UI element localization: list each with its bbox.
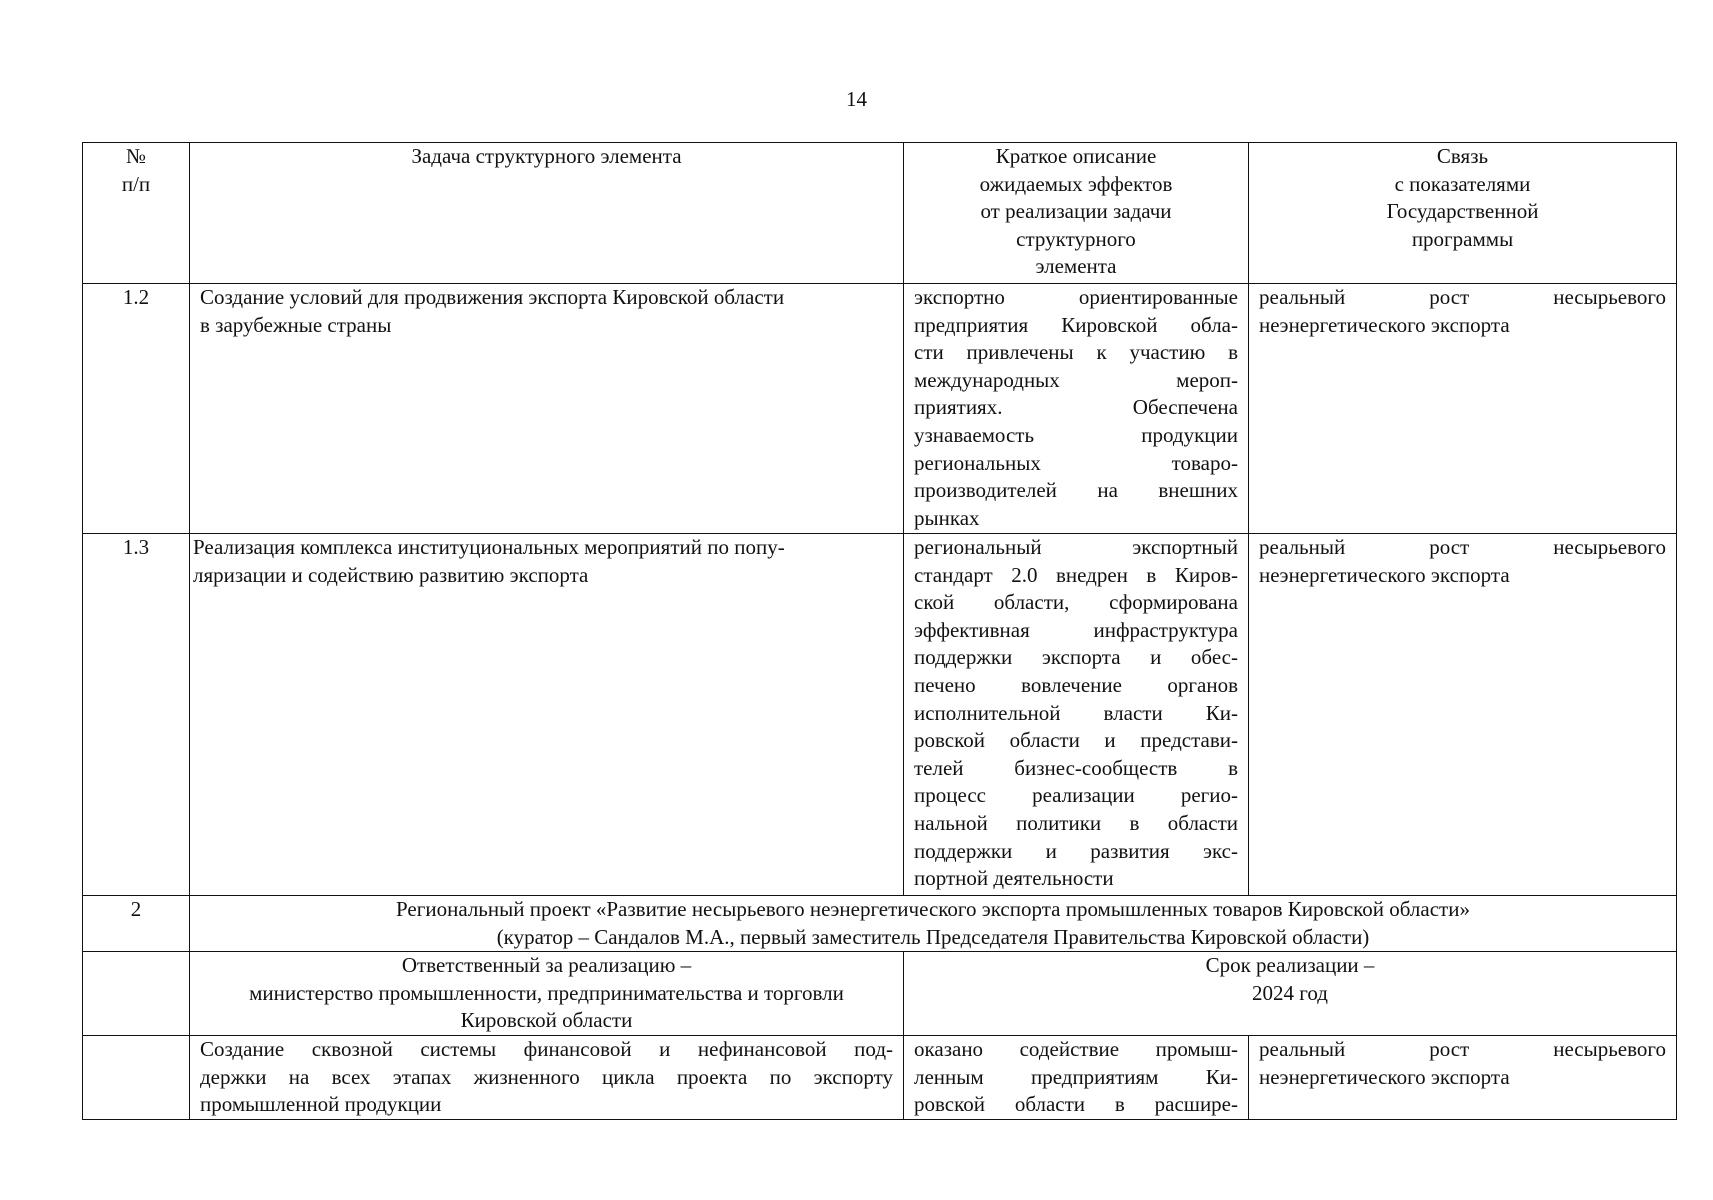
header-num	[83, 143, 190, 284]
row-effects-line: сти привлечены к участию в	[914, 340, 1238, 365]
page-number: 14	[846, 87, 867, 111]
row-link-line: неэнергетического экспорта	[1259, 562, 1510, 587]
row-effects-line: производителей на внешних	[914, 478, 1238, 503]
row-link-line: реальный рост несырьевого	[1259, 285, 1666, 309]
row-link	[1249, 534, 1677, 896]
row-effects-line: исполнительной власти Ки-	[914, 700, 1238, 725]
header-link-line: с показателями	[1394, 171, 1531, 196]
header-task-label: Задача структурного элемента	[411, 144, 682, 168]
project-row	[83, 896, 1677, 952]
row-effects-line: стандарт 2.0 внедрен в Киров-	[914, 562, 1238, 587]
row-task-line: Создание сквозной системы финансовой и нефинансовой под-	[200, 1036, 893, 1061]
row-effects-line: процесс реализации регио-	[914, 783, 1238, 808]
row-effects-line: ровской области и представи-	[914, 728, 1238, 753]
header-num-line: п/п	[121, 171, 151, 196]
row-num	[83, 1035, 190, 1119]
row-effects-line: приятиях. Обеспечена	[914, 395, 1238, 420]
row-effects	[904, 534, 1249, 896]
header-effects-line: от реализации задачи	[980, 199, 1172, 224]
row-effects	[904, 284, 1249, 534]
responsible-row	[83, 952, 1677, 1036]
row-link-line: неэнергетического экспорта	[1259, 1064, 1510, 1089]
header-link	[1249, 143, 1677, 284]
header-effects-line: Краткое описание	[995, 144, 1157, 168]
row-effects-line: поддержки экспорта и обес-	[914, 645, 1238, 670]
header-link-line: Государственной	[1386, 199, 1539, 224]
responsible-line: Кировской области	[460, 1008, 633, 1033]
row-task	[190, 1035, 904, 1119]
row-effects-line: оказано содействие промыш-	[914, 1036, 1238, 1061]
row-effects-line: ской области, сформирована	[914, 590, 1238, 615]
table-row	[83, 534, 1677, 896]
row-task	[190, 534, 904, 896]
row-link-line: реальный рост несырьевого	[1259, 1036, 1666, 1061]
row-effects-line: ровской области в расшире-	[914, 1092, 1238, 1117]
row-effects-line: узнаваемость продукции	[914, 422, 1238, 447]
row-link-line: неэнергетического экспорта	[1259, 312, 1510, 337]
row-effects-line: экспортно ориентированные	[914, 285, 1238, 309]
row-effects-line: рынках	[914, 505, 980, 530]
table-row	[83, 284, 1677, 534]
header-link-line: Связь	[1436, 144, 1489, 168]
row-num: 1.2	[83, 284, 190, 534]
row-task-line: в зарубежные страны	[200, 312, 392, 337]
row-effects-line: региональных товаро-	[914, 450, 1238, 475]
header-effects-line: элемента	[1035, 254, 1117, 279]
row-effects-line: печено вовлечение органов	[914, 672, 1238, 697]
table-row	[83, 1035, 1677, 1119]
term-cell	[904, 952, 1677, 1036]
row-num: 1.3	[83, 534, 190, 896]
row-task-line: держки на всех этапах жизненного цикла проекта по экспорту	[200, 1064, 893, 1089]
row-effects-line: региональный экспортный	[914, 535, 1238, 559]
project-num: 2	[83, 896, 190, 952]
empty-cell	[83, 952, 190, 1036]
header-effects	[904, 143, 1249, 284]
task-table	[82, 142, 1677, 1120]
header-link-line: программы	[1411, 226, 1514, 251]
row-link	[1249, 1035, 1677, 1119]
row-task-line: промышленной продукции	[200, 1092, 442, 1117]
row-task	[190, 284, 904, 534]
header-num-line: №	[125, 144, 147, 168]
responsible-line: Ответственный за реализацию –	[401, 953, 692, 978]
project-title-line: (куратор – Сандалов М.А., первый заместитель Председателя Правительства Кировской области)	[496, 924, 1370, 949]
row-task-line: Создание условий для продвижения экспорта Кировской области	[200, 285, 785, 309]
term-line: Срок реализации –	[1205, 953, 1375, 978]
header-effects-line: структурного	[1016, 226, 1136, 251]
row-effects-line: нальной политики в области	[914, 810, 1238, 835]
row-effects	[904, 1035, 1249, 1119]
row-task-line: Реализация комплекса институциональных мероприятий по попу-	[193, 535, 785, 559]
project-title-line: Региональный проект «Развитие несырьевого неэнергетического экспорта промышленных товаров Кировской области»	[396, 897, 1470, 921]
row-effects-line: поддержки и развития экс-	[914, 838, 1238, 863]
project-title	[190, 896, 1677, 952]
term-line: 2024 год	[1252, 980, 1328, 1005]
responsible-line: министерство промышленности, предпринимательства и торговли	[249, 980, 844, 1005]
row-effects-line: предприятия Кировской обла-	[914, 312, 1238, 337]
row-task-line: ляризации и содействию развитию экспорта	[193, 562, 589, 587]
row-link	[1249, 284, 1677, 534]
table-header-row	[83, 143, 1677, 284]
row-effects-line: ленным предприятиям Ки-	[914, 1064, 1238, 1089]
row-effects-line: портной деятельности	[914, 866, 1114, 891]
row-link-line: реальный рост несырьевого	[1259, 535, 1666, 559]
header-effects-line: ожидаемых эффектов	[979, 171, 1173, 196]
responsible-cell	[190, 952, 904, 1036]
header-task	[190, 143, 904, 284]
row-effects-line: эффективная инфраструктура	[914, 617, 1238, 642]
row-effects-line: международных мероп-	[914, 367, 1238, 392]
row-effects-line: телей бизнес-сообществ в	[914, 755, 1238, 780]
